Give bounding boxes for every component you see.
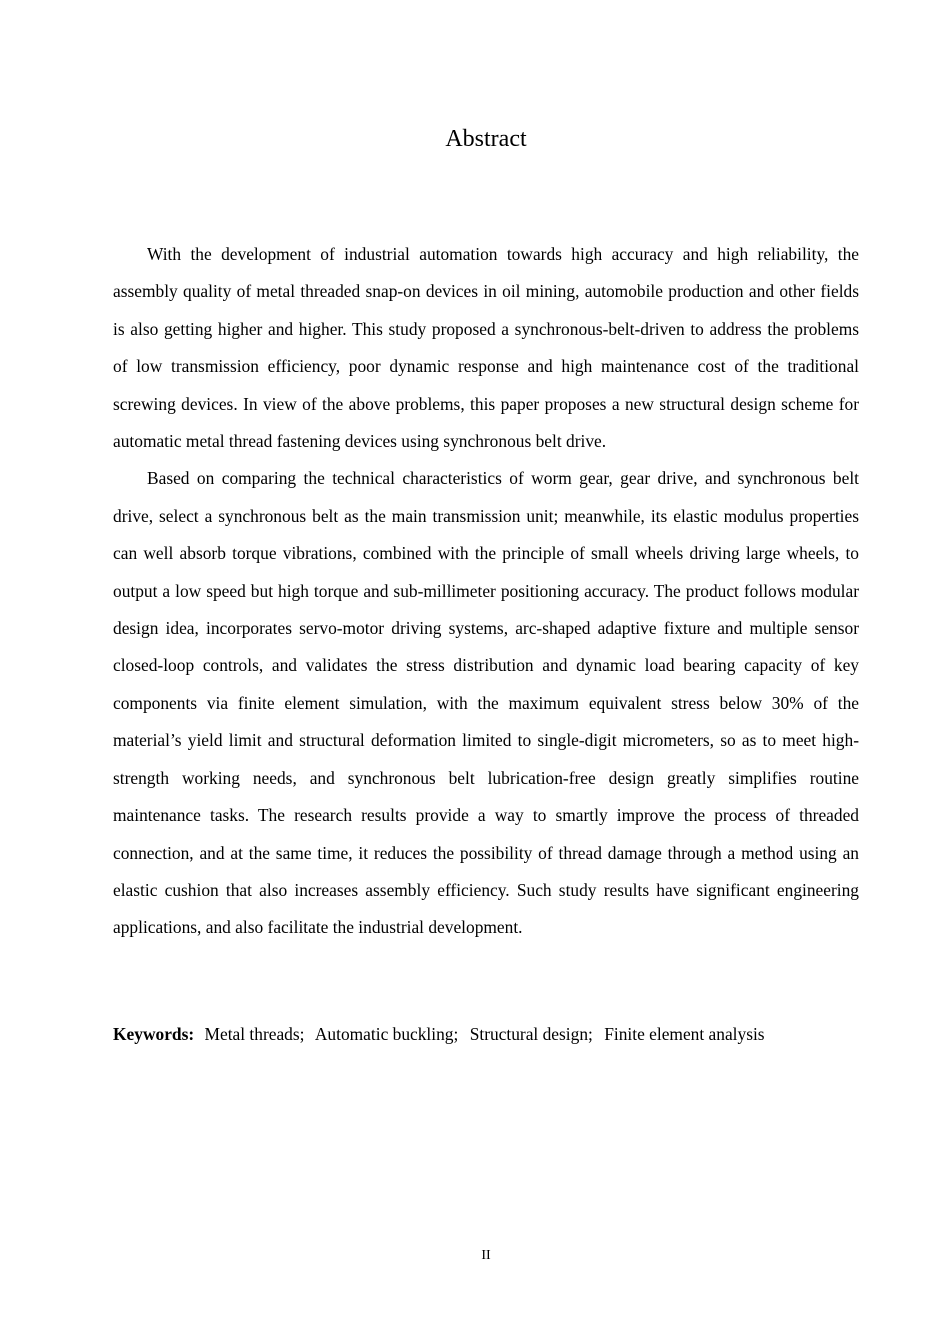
keyword-item: Metal threads; bbox=[204, 1024, 305, 1044]
page-number: II bbox=[481, 1248, 491, 1263]
keyword-item: Structural design; bbox=[469, 1024, 593, 1044]
page-title: Abstract bbox=[445, 126, 527, 152]
keywords-line bbox=[113, 1016, 859, 1053]
abstract-body bbox=[113, 236, 859, 947]
keyword-item: Automatic buckling; bbox=[314, 1024, 459, 1044]
keyword-item: Finite element analysis bbox=[604, 1024, 765, 1044]
abstract-paragraph: With the development of industrial automation towards high accuracy and high reliability, the assembly quality of metal threaded snap-on devices in oil mining, automobile production and other fields is also getting higher and higher. This study proposed a synchronous-belt-driven to address the problems of low transmission efficiency, poor dynamic response and high maintenance cost of the traditional screwing devices. In view of the above problems, this paper proposes a new structural design scheme for automatic metal thread fastening devices using synchronous belt drive. bbox=[113, 244, 859, 452]
keywords-label: Keywords: bbox=[113, 1024, 195, 1044]
abstract-paragraph: Based on comparing the technical characteristics of worm gear, gear drive, and synchronous belt drive, select a synchronous belt as the main transmission unit; meanwhile, its elastic modulus properties can well absorb torque vibrations, combined with the principle of small wheels driving large wheels, to output a low speed but high torque and sub-millimeter positioning accuracy. The product follows modular design idea, incorporates servo-motor driving systems, arc-shaped adaptive fixture and multiple sensor closed-loop controls, and validates the stress distribution and dynamic load bearing capacity of key components via finite element simulation, with the maximum equivalent stress below 30% of the material’s yield limit and structural deformation limited to single-digit micrometers, so as to meet high-strength working needs, and synchronous belt lubrication-free design greatly simplifies routine maintenance tasks. The research results provide a way to smartly improve the process of threaded connection, and at the same time, it reduces the possibility of thread damage through a method using an elastic cushion that also increases assembly efficiency. Such study results have significant engineering applications, and also facilitate the industrial development. bbox=[113, 468, 859, 938]
